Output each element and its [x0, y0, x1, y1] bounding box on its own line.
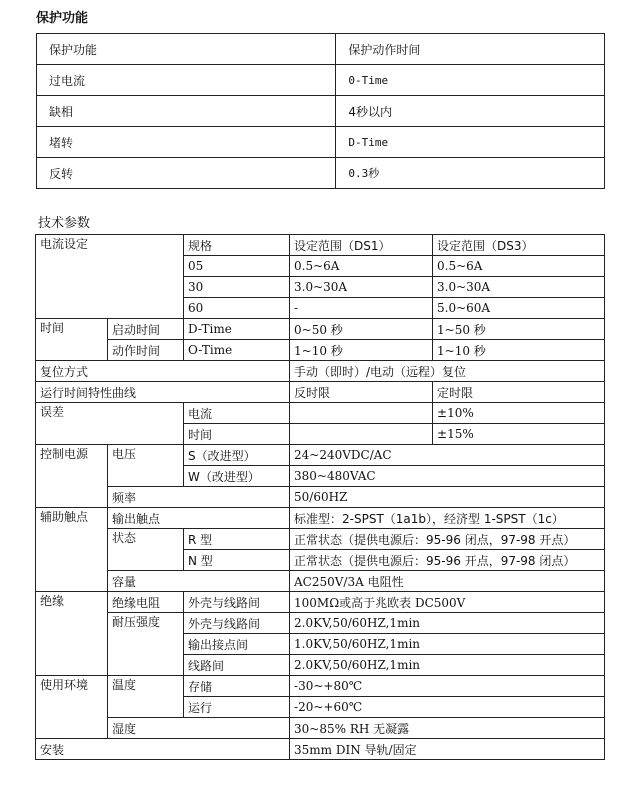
- curve-definite: 定时限: [433, 382, 605, 403]
- range-ds3-cell: 3.0~30A: [433, 277, 605, 298]
- storage-value: -30~+80℃: [290, 676, 605, 697]
- range-ds3-cell: 0.5~6A: [433, 256, 605, 277]
- error-time-label: 时间: [184, 424, 290, 445]
- table-row: [36, 571, 605, 592]
- range-ds3-header: 设定范围（DS3）: [433, 235, 605, 256]
- protection-function-cell: 堵转: [37, 127, 336, 158]
- action-time-ds3: 1~10 秒: [433, 340, 605, 361]
- insulation-resistance-label: 绝缘电阻: [108, 592, 184, 613]
- capacity-label: 容量: [108, 571, 290, 592]
- table-row: [37, 34, 605, 65]
- range-ds1-cell: 3.0~30A: [290, 277, 433, 298]
- withstand-label: 耐压强度: [108, 613, 184, 676]
- error-current-label: 电流: [184, 403, 290, 424]
- table-row: [37, 96, 605, 127]
- empty-cell: [290, 403, 433, 424]
- protection-table: [36, 33, 605, 189]
- table-row: [37, 65, 605, 96]
- insulation-label: 绝缘: [36, 592, 108, 676]
- protection-function-cell: 缺相: [37, 96, 336, 127]
- humidity-value: 30~85% RH 无凝露: [290, 718, 605, 739]
- reset-mode-label: 复位方式: [36, 361, 290, 382]
- table-row: [36, 319, 605, 340]
- protection-time-cell: 4秒以内: [336, 96, 605, 127]
- protection-title: 保护功能: [36, 11, 89, 26]
- start-time-ds3: 1~50 秒: [433, 319, 605, 340]
- range-ds1-header: 设定范围（DS1）: [290, 235, 433, 256]
- installation-value: 35mm DIN 导轨/固定: [290, 739, 605, 760]
- frequency-label: 频率: [108, 487, 290, 508]
- protection-time-cell: 0.3秒: [336, 158, 605, 189]
- protection-function-cell: 反转: [37, 158, 336, 189]
- table-row: [36, 340, 605, 361]
- operation-label: 运行: [184, 697, 290, 718]
- output-contacts-label: 输出接点间: [184, 634, 290, 655]
- voltage-w-value: 380~480VAC: [290, 466, 605, 487]
- aux-contact-label: 辅助触点: [36, 508, 108, 592]
- header-cell: 保护功能: [37, 34, 336, 65]
- table-row: [36, 718, 605, 739]
- error-label: 误差: [36, 403, 184, 445]
- protection-time-cell: D-Time: [336, 127, 605, 158]
- shell-circuit-label: 外壳与线路间: [184, 613, 290, 634]
- start-time-ds1: 0~50 秒: [290, 319, 433, 340]
- table-row: [36, 592, 605, 613]
- range-ds3-cell: 5.0~60A: [433, 298, 605, 319]
- range-ds1-cell: 0.5~6A: [290, 256, 433, 277]
- withstand-shell-value: 2.0KV,50/60HZ,1min: [290, 613, 605, 634]
- state-n-value: 正常状态（提供电源后：95-96 开点，97-98 闭点）: [290, 550, 605, 571]
- table-row: [36, 739, 605, 760]
- control-power-label: 控制电源: [36, 445, 108, 508]
- spec-header: 规格: [184, 235, 290, 256]
- between-lines-label: 线路间: [184, 655, 290, 676]
- capacity-value: AC250V/3A 电阻性: [290, 571, 605, 592]
- frequency-value: 50/60HZ: [290, 487, 605, 508]
- table-row: [36, 445, 605, 466]
- environment-label: 使用环境: [36, 676, 108, 739]
- tech-spec-table: [35, 234, 605, 760]
- curve-label: 运行时间特性曲线: [36, 382, 290, 403]
- voltage-s-label: S（改进型）: [184, 445, 290, 466]
- table-row: [36, 613, 605, 634]
- table-row: [36, 403, 605, 424]
- start-time-label: 启动时间: [108, 319, 184, 340]
- current-setting-label: 电流设定: [36, 235, 184, 319]
- state-r-label: R 型: [184, 529, 290, 550]
- state-r-value: 正常状态（提供电源后：95-96 闭点，97-98 开点）: [290, 529, 605, 550]
- table-row: [36, 676, 605, 697]
- voltage-label: 电压: [108, 445, 184, 487]
- voltage-w-label: W（改进型）: [184, 466, 290, 487]
- storage-label: 存储: [184, 676, 290, 697]
- spec-cell: 60: [184, 298, 290, 319]
- table-row: [36, 235, 605, 256]
- state-n-label: N 型: [184, 550, 290, 571]
- empty-cell: [290, 424, 433, 445]
- table-row: [36, 529, 605, 550]
- spec-cell: 30: [184, 277, 290, 298]
- state-label: 状态: [108, 529, 184, 571]
- insulation-resistance-value: 100MΩ或高于兆欧表 DC500V: [290, 592, 605, 613]
- output-contact-label: 输出触点: [108, 508, 290, 529]
- range-ds1-cell: -: [290, 298, 433, 319]
- time-label: 时间: [36, 319, 108, 361]
- action-time-ds1: 1~10 秒: [290, 340, 433, 361]
- table-row: [36, 508, 605, 529]
- protection-time-cell: 0-Time: [336, 65, 605, 96]
- table-row: [37, 127, 605, 158]
- temperature-label: 温度: [108, 676, 184, 718]
- error-current-value: ±10%: [433, 403, 605, 424]
- operation-value: -20~+60℃: [290, 697, 605, 718]
- tech-title: 技术参数: [38, 216, 91, 231]
- withstand-output-value: 1.0KV,50/60HZ,1min: [290, 634, 605, 655]
- installation-label: 安装: [36, 739, 290, 760]
- action-time-label: 动作时间: [108, 340, 184, 361]
- shell-circuit-label: 外壳与线路间: [184, 592, 290, 613]
- protection-function-cell: 过电流: [37, 65, 336, 96]
- spec-cell: 05: [184, 256, 290, 277]
- error-time-value: ±15%: [433, 424, 605, 445]
- header-cell: 保护动作时间: [336, 34, 605, 65]
- table-row: [37, 158, 605, 189]
- reset-mode-value: 手动（即时）/电动（远程）复位: [290, 361, 605, 382]
- output-contact-value: 标准型：2-SPST（1a1b），经济型 1-SPST（1c）: [290, 508, 605, 529]
- voltage-s-value: 24~240VDC/AC: [290, 445, 605, 466]
- table-row: [36, 361, 605, 382]
- curve-inverse: 反时限: [290, 382, 433, 403]
- humidity-label: 湿度: [108, 718, 290, 739]
- withstand-lines-value: 2.0KV,50/60HZ,1min: [290, 655, 605, 676]
- table-row: [36, 487, 605, 508]
- table-row: [36, 382, 605, 403]
- start-time-code: D-Time: [184, 319, 290, 340]
- action-time-code: O-Time: [184, 340, 290, 361]
